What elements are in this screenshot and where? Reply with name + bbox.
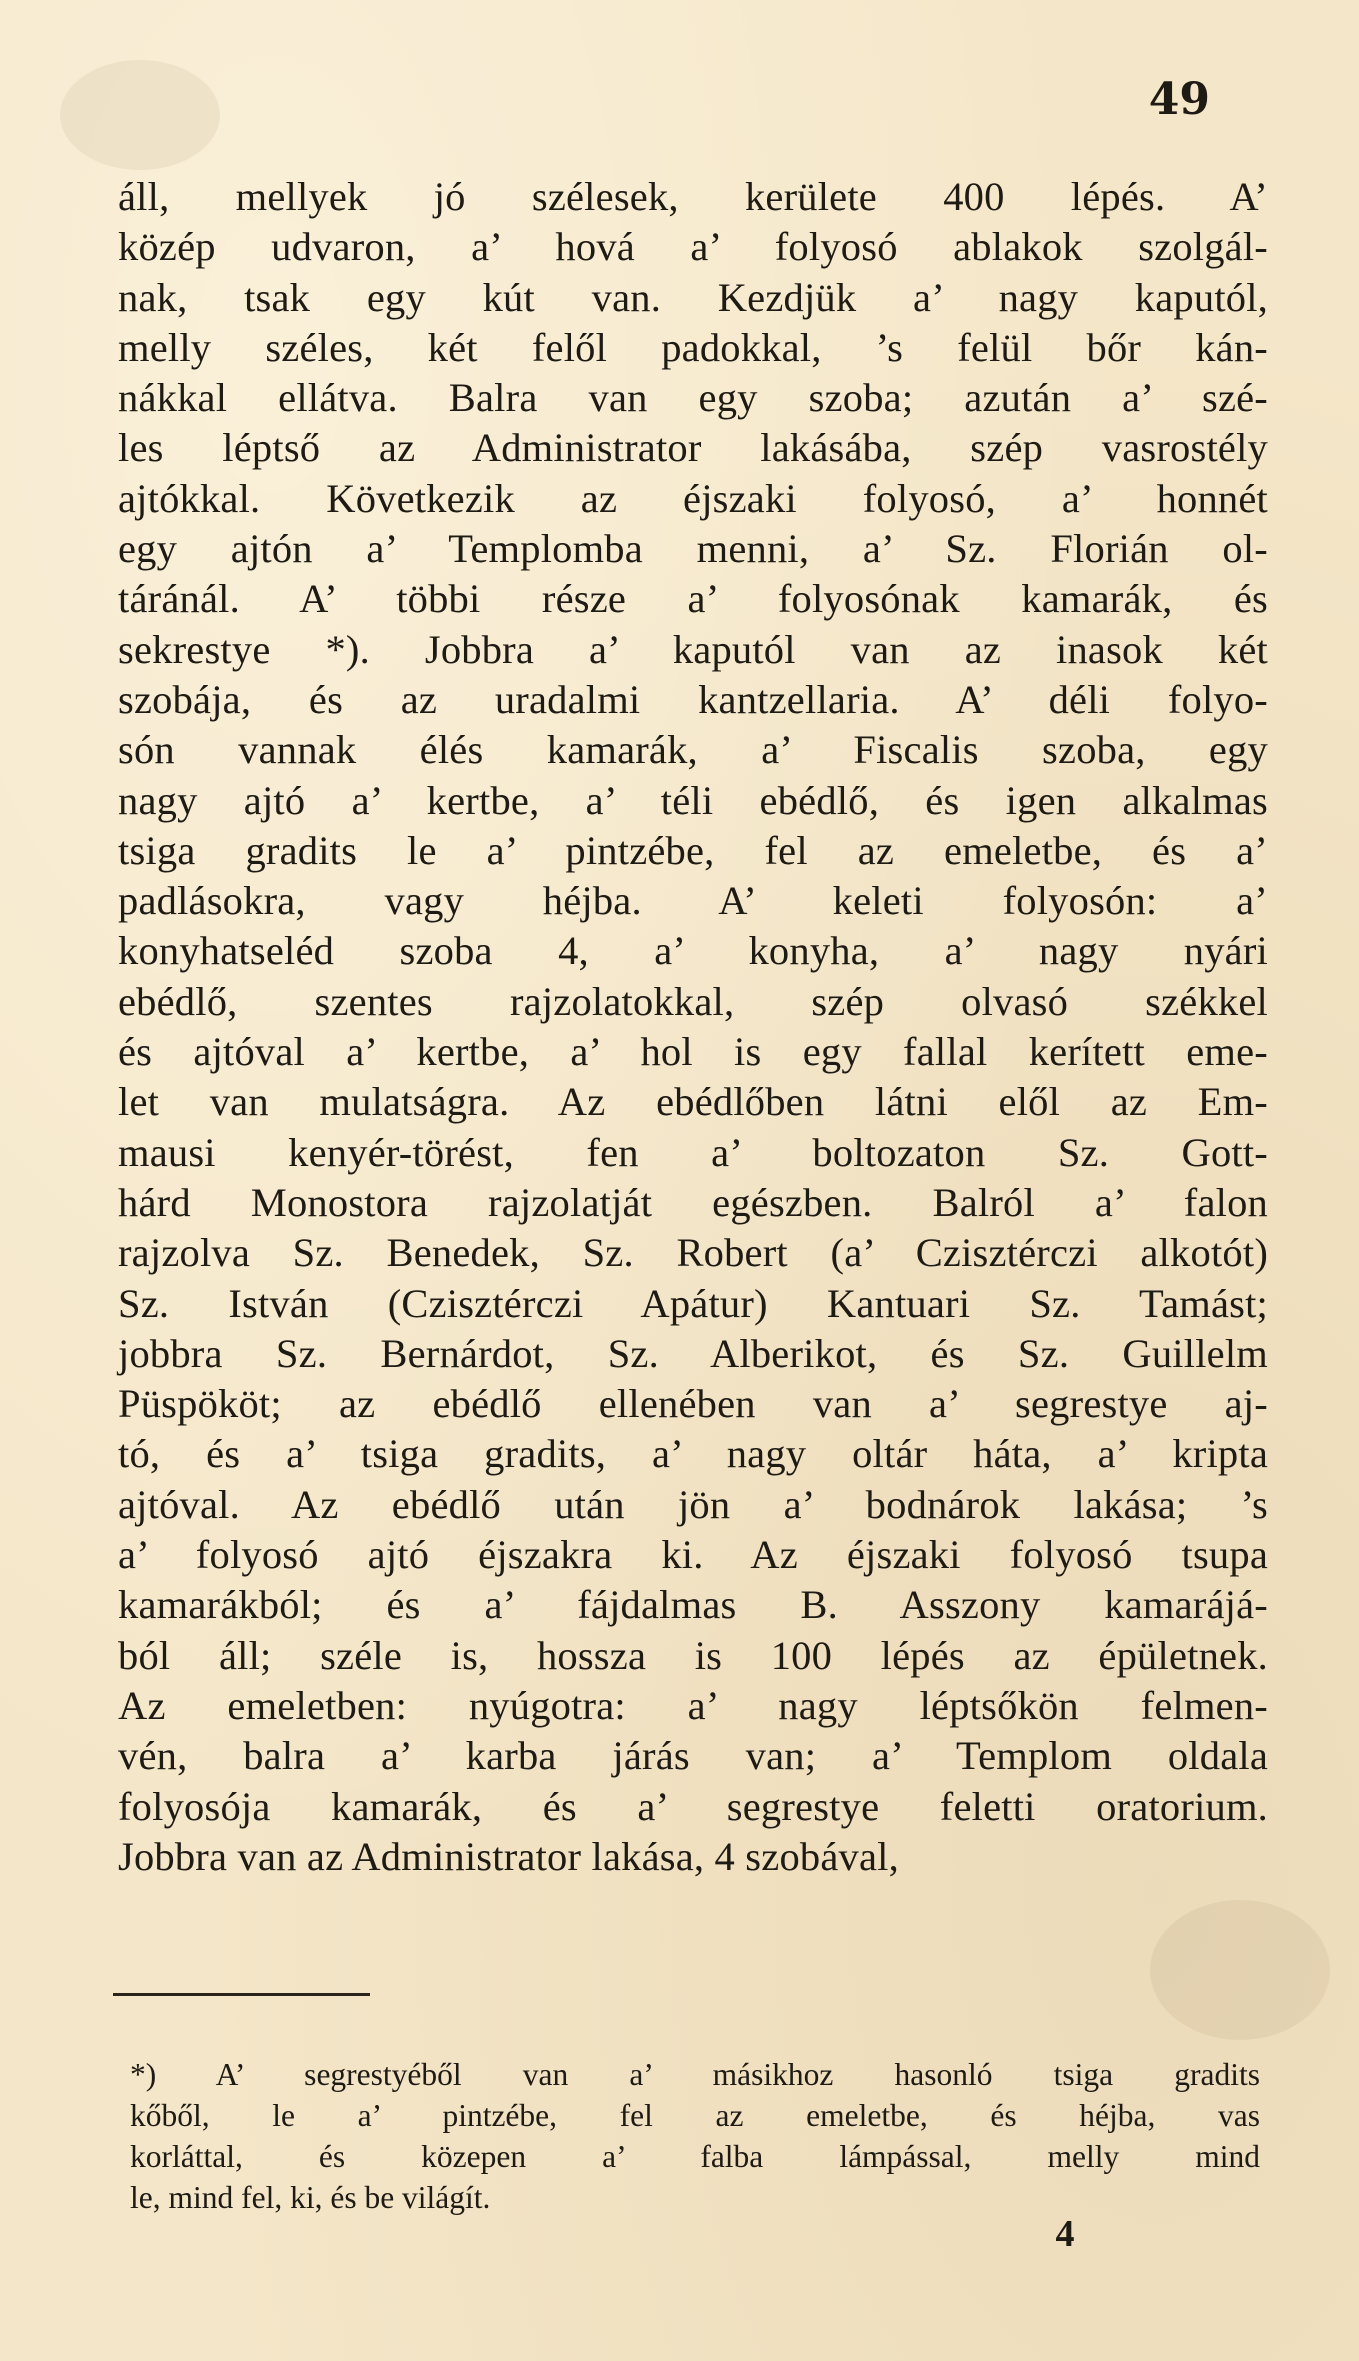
text-line: Jobbra van az Administrator lakása, 4 szobával, [118, 1833, 899, 1879]
text-line: egy ajtón a’ Templomba menni, a’ Sz. Florián ol- [118, 526, 1268, 572]
text-line: ebédlő, szentes rajzolatokkal, szép olvasó székkel [118, 978, 1268, 1024]
text-line: mausi kenyér-törést, fen a’ boltozaton Sz. Gott- [118, 1129, 1268, 1175]
paper-stain [60, 60, 220, 170]
text-line: sekrestye *). Jobbra a’ kaputól van az inasok két [118, 626, 1268, 672]
signature-mark: 4 [1055, 2213, 1075, 2255]
text-line: kamarákból; és a’ fájdalmas B. Asszony kamarájá- [118, 1582, 1268, 1628]
text-line: Sz. István (Czisztérczi Apátur) Kantuari Sz. Tamást; [118, 1280, 1268, 1326]
text-line: tó, és a’ tsiga gradits, a’ nagy oltár háta, a’ kripta [118, 1431, 1268, 1477]
text-line: ból áll; széle is, hossza is 100 lépés az épületnek. [118, 1632, 1268, 1678]
text-line: közép udvaron, a’ hová a’ folyosó ablakok szolgál- [118, 224, 1268, 270]
page-number: 49 [1148, 74, 1210, 125]
text-line: Püspököt; az ebédlő ellenében van a’ segrestye aj- [118, 1381, 1268, 1427]
text-line: táránál. A’ többi része a’ folyosónak kamarák, és [118, 576, 1268, 622]
text-line: padlásokra, vagy héjba. A’ keleti folyosón: a’ [118, 878, 1268, 924]
text-line: ajtóval. Az ebédlő után jön a’ bodnárok lakása; ’s [118, 1481, 1268, 1527]
text-line: les léptső az Administrator lakásába, szép vasrostély [118, 425, 1268, 471]
footnote-line: le, mind fel, ki, és be világít. [130, 2180, 491, 2215]
text-line: nagy ajtó a’ kertbe, a’ téli ebédlő, és igen alkalmas [118, 777, 1268, 823]
text-line: vén, balra a’ karba járás van; a’ Templom oldala [118, 1733, 1268, 1779]
text-line: folyosója kamarák, és a’ segrestye feletti oratorium. [118, 1783, 1268, 1829]
body-text [118, 172, 1268, 1882]
text-line: melly széles, két felől padokkal, ’s felül bőr kán- [118, 324, 1268, 370]
text-line: konyhatseléd szoba 4, a’ konyha, a’ nagy nyári [118, 928, 1268, 974]
text-line: a’ folyosó ajtó éjszakra ki. Az éjszaki folyosó tsupa [118, 1532, 1268, 1578]
text-line: tsiga gradits le a’ pintzébe, fel az emeletbe, és a’ [118, 827, 1268, 873]
text-line: nak, tsak egy kút van. Kezdjük a’ nagy kaputól, [118, 274, 1268, 320]
text-line: nákkal ellátva. Balra van egy szoba; azután a’ szé- [118, 375, 1268, 421]
text-line: szobája, és az uradalmi kantzellaria. A’ déli folyo- [118, 676, 1268, 722]
footnote-divider [113, 1993, 370, 1996]
text-line: és ajtóval a’ kertbe, a’ hol is egy fallal kerített eme- [118, 1029, 1268, 1075]
text-line: són vannak élés kamarák, a’ Fiscalis szoba, egy [118, 727, 1268, 773]
text-line: let van mulatságra. Az ebédlőben látni elől az Em- [118, 1079, 1268, 1125]
footnote-line: korláttal, és közepen a’ falba lámpással, melly mind [130, 2139, 1260, 2174]
footnote [130, 2054, 1260, 2218]
text-line: hárd Monostora rajzolatját egészben. Balról a’ falon [118, 1179, 1268, 1225]
paper-stain [1150, 1900, 1330, 2040]
text-line: ajtókkal. Következik az éjszaki folyosó, a’ honnét [118, 475, 1268, 521]
footnote-line: *) A’ segrestyéből van a’ másikhoz hasonló tsiga gradits [130, 2057, 1260, 2092]
text-line: jobbra Sz. Bernárdot, Sz. Alberikot, és Sz. Guillelm [118, 1330, 1268, 1376]
text-line: Az emeletben: nyúgotra: a’ nagy léptsőkön felmen- [118, 1682, 1268, 1728]
text-line: áll, mellyek jó szélesek, kerülete 400 lépés. A’ [118, 174, 1268, 219]
footnote-line: kőből, le a’ pintzébe, fel az emeletbe, és héjba, vas [130, 2098, 1260, 2133]
text-line: rajzolva Sz. Benedek, Sz. Robert (a’ Czisztérczi alkotót) [118, 1230, 1268, 1276]
